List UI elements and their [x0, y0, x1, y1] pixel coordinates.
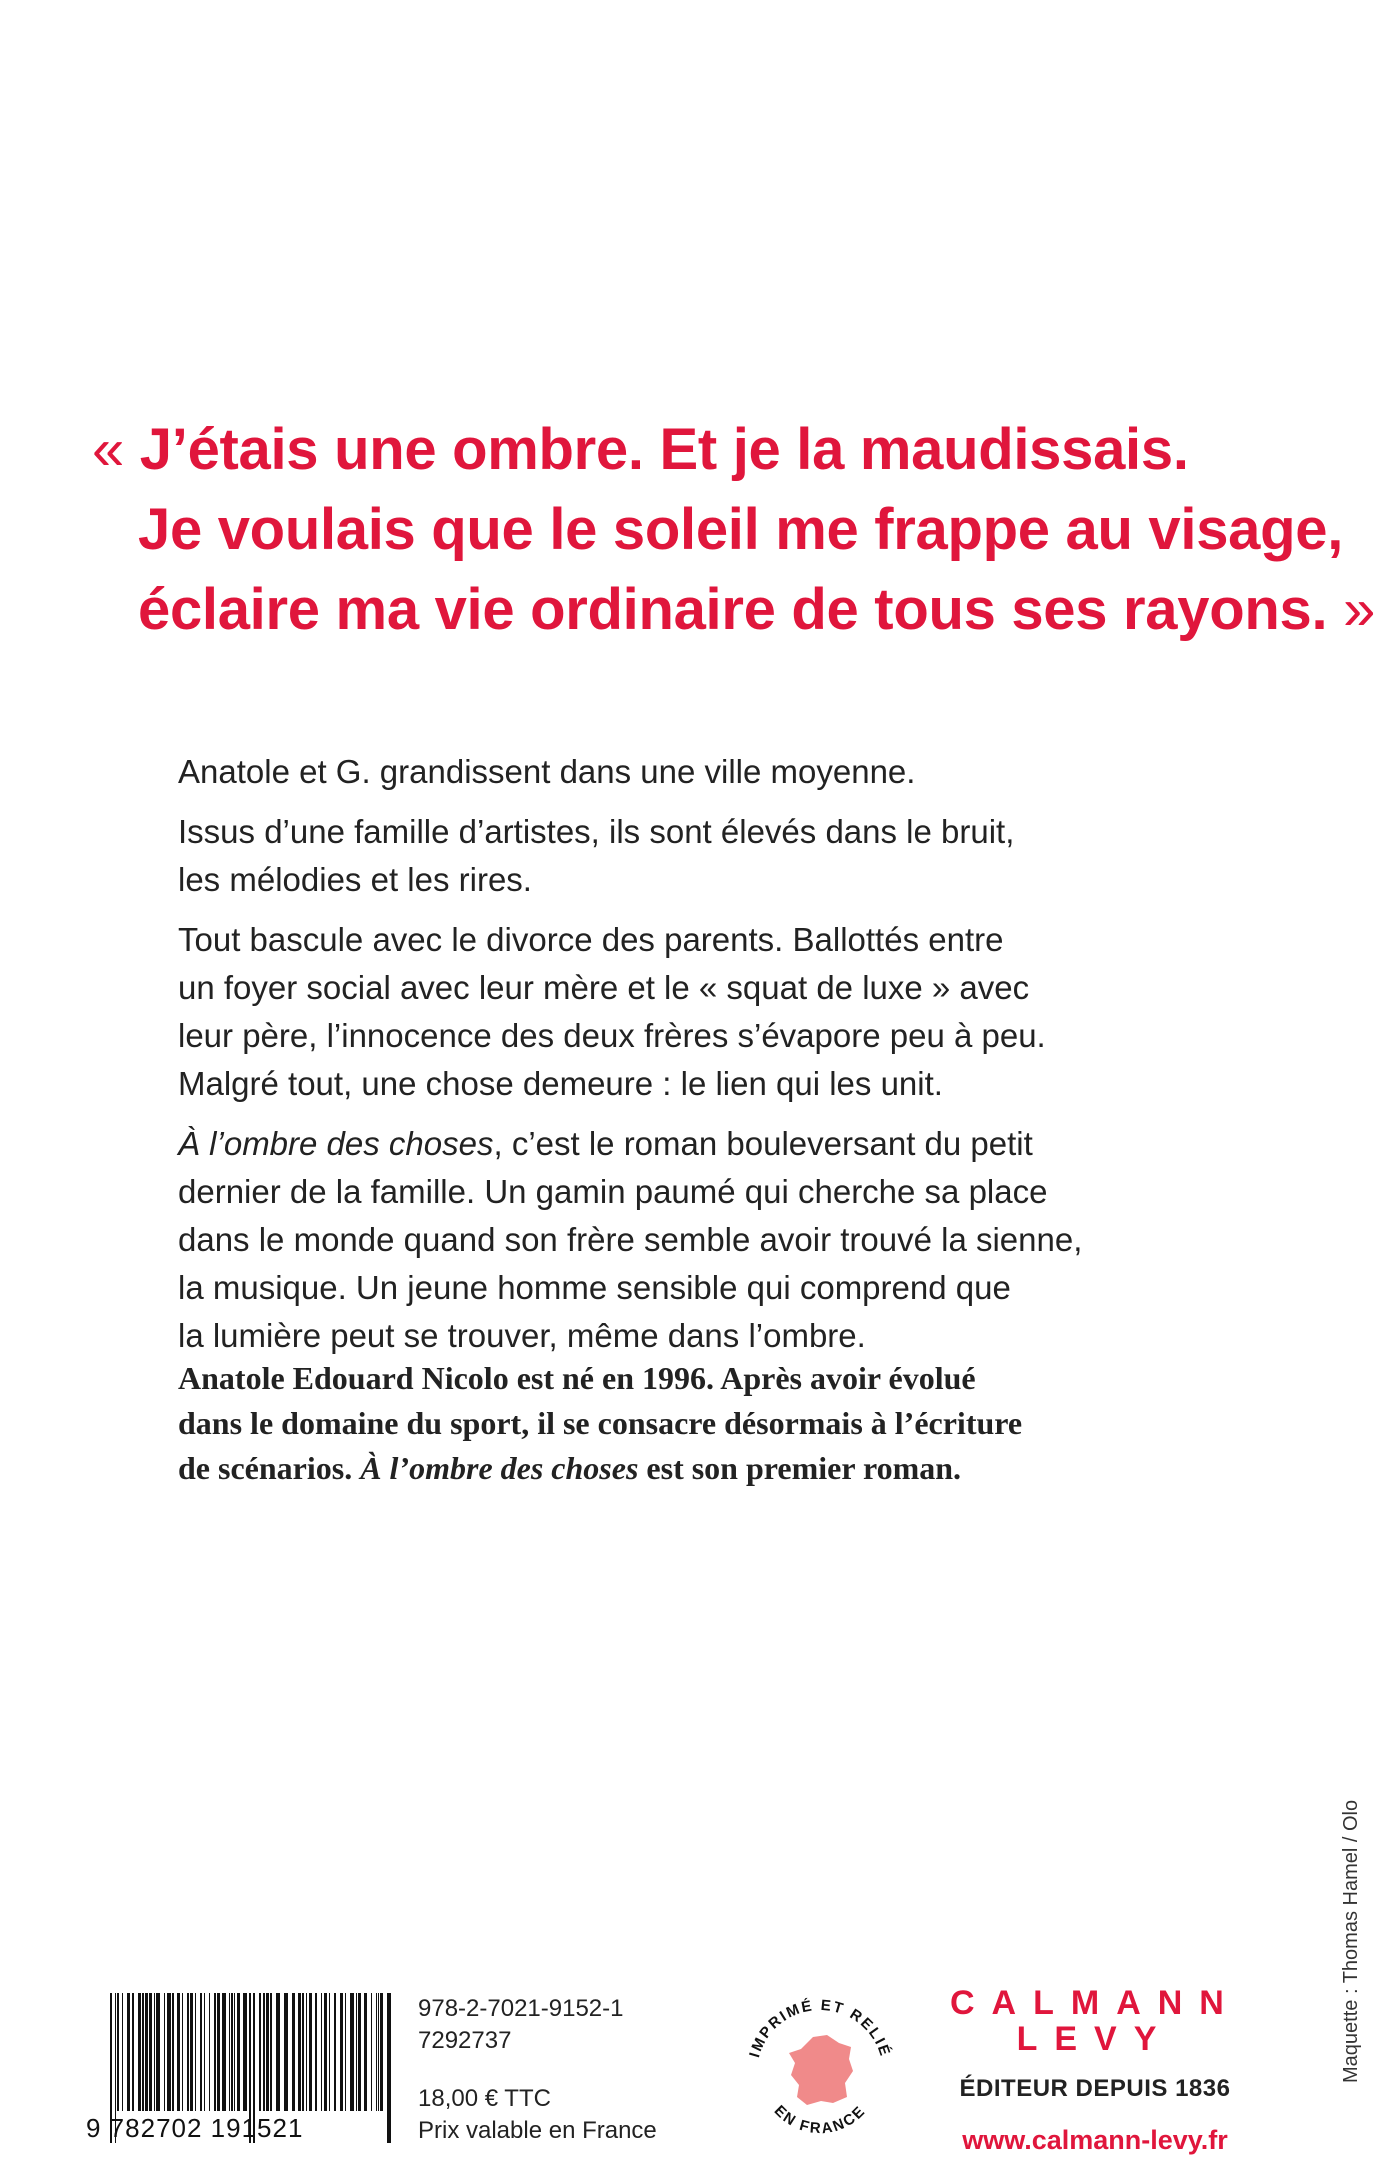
blurb-line: [178, 1120, 1238, 1168]
barcode-bar: [263, 1993, 265, 2111]
publisher-name-line-2: LEVY: [1016, 2020, 1174, 2058]
barcode-bar: [177, 1993, 180, 2111]
barcode-bar: [132, 1993, 134, 2111]
svg-text:EN FRANCE: [771, 2102, 870, 2137]
barcode-bar: [187, 1993, 189, 2111]
barcode-bar: [214, 1993, 216, 2111]
barcode-bar: [270, 1993, 272, 2111]
product-code: 7292737: [418, 2027, 512, 2054]
barcode-bar: [306, 1993, 307, 2111]
quote-line-2: Je voulais que le soleil me frappe au visage,: [138, 497, 1344, 562]
barcode-bar: [222, 1993, 226, 2111]
blurb-line-rest: , c’est le roman bouleversant du petit: [493, 1125, 1033, 1162]
blurb-paragraph-3: [178, 916, 1238, 1108]
blurb-line: dans le monde quand son frère semble avoir trouvé la sienne,: [178, 1221, 1083, 1258]
barcode-bar: [356, 1993, 357, 2111]
quote-line-3-text: éclaire ma vie ordinaire de tous ses rayons.: [138, 577, 1328, 642]
bio-line-3-start: de scénarios.: [178, 1450, 361, 1486]
blurb-line: leur père, l’innocence des deux frères s’évapore peu à peu.: [178, 1017, 1046, 1054]
price-note: Prix valable en France: [418, 2117, 657, 2144]
barcode-bar: [122, 1993, 123, 2111]
blurb-line: les mélodies et les rires.: [178, 861, 532, 898]
barcode-bar: [117, 1993, 119, 2111]
blurb-line: Issus d’une famille d’artistes, ils sont élevés dans le bruit,: [178, 813, 1015, 850]
publisher-logo: [950, 1985, 1240, 2057]
barcode-bar: [237, 1993, 240, 2111]
barcode-bar: [380, 1993, 383, 2111]
barcode-bar: [387, 1993, 391, 2143]
barcode-bar: [378, 1993, 379, 2111]
imprime-en-france-seal: [735, 1985, 905, 2155]
blurb-line: Anatole et G. grandissent dans une ville moyenne.: [178, 753, 916, 790]
barcode-bar: [350, 1993, 354, 2111]
barcode-digits: 9 782702 191521: [86, 2113, 304, 2143]
blurb-line: la musique. Un jeune homme sensible qui comprend que: [178, 1269, 1011, 1306]
seal-bottom-text: EN FRANCE: [770, 2102, 870, 2138]
design-credit: Maquette : Thomas Hamel / Olo: [1340, 1799, 1362, 2083]
barcode-bar: [200, 1993, 202, 2111]
isbn-info: [418, 1993, 624, 2057]
book-title: À l’ombre des choses: [360, 1450, 639, 1486]
barcode-bar: [329, 1993, 330, 2111]
barcode-bar: [182, 1993, 183, 2111]
barcode-bar: [292, 1993, 295, 2111]
barcode-bar: [154, 1993, 155, 2111]
barcode-bar: [266, 1993, 269, 2111]
price: 18,00 € TTC: [418, 2085, 551, 2112]
barcode-bar: [234, 1993, 235, 2111]
bio-line-1: Anatole Edouard Nicolo est né en 1996. Après avoir évolué: [178, 1360, 976, 1396]
barcode-bar: [324, 1993, 327, 2111]
barcode-bar: [142, 1993, 144, 2111]
back-cover-quote: [92, 410, 1376, 650]
barcode-bar: [364, 1993, 367, 2111]
barcode-bar: [321, 1993, 322, 2111]
publisher-tagline: ÉDITEUR DEPUIS 1836: [959, 2075, 1231, 2102]
isbn-number: 978-2-7021-9152-1: [418, 1995, 624, 2022]
publisher-website-link[interactable]: www.calmann-levy.fr: [962, 2125, 1228, 2155]
barcode-bar: [358, 1993, 361, 2111]
barcode-bar: [376, 1993, 377, 2111]
quote-open-mark: «: [92, 417, 124, 482]
bio-line-2: dans le domaine du sport, il se consacre désormais à l’écriture: [178, 1405, 1023, 1441]
blurb-paragraph-4: [178, 1120, 1238, 1360]
publisher-name-line-1: CALMANN: [950, 1984, 1241, 2022]
barcode-bar: [345, 1993, 346, 2111]
blurb-paragraph-1: [178, 748, 1238, 796]
barcode-bar: [298, 1993, 301, 2111]
blurb-line: Tout bascule avec le divorce des parents. Ballottés entre: [178, 921, 1004, 958]
quote-line-1-text: J’étais une ombre. Et je la maudissais.: [139, 417, 1189, 482]
price-info: [418, 2083, 657, 2147]
barcode-bar: [309, 1993, 312, 2111]
barcode-bar: [204, 1993, 205, 2111]
barcode-bar: [315, 1993, 317, 2111]
quote-line-1: [92, 410, 1292, 490]
blurb-line: un foyer social avec leur mère et le « squat de luxe » avec: [178, 969, 1030, 1006]
barcode-bar: [167, 1993, 171, 2111]
barcode-bar: [340, 1993, 343, 2111]
seal-top-text: IMPRIMÉ ET RELIÉ: [746, 1996, 894, 2060]
barcode-bar: [145, 1993, 148, 2111]
barcode-bar: [195, 1993, 196, 2111]
author-bio: [178, 1356, 1238, 1491]
barcode-bar: [229, 1993, 230, 2111]
barcode-bar: [302, 1993, 304, 2111]
barcode-bar: [209, 1993, 210, 2111]
blurb-line: la lumière peut se trouver, même dans l’ombre.: [178, 1317, 866, 1354]
barcode-bar: [259, 1993, 261, 2111]
barcode-bar: [149, 1993, 152, 2111]
barcode-bar: [190, 1993, 193, 2111]
barcode-bar: [334, 1993, 336, 2111]
blurb-line: dernier de la famille. Un gamin paumé qui cherche sa place: [178, 1173, 1048, 1210]
quote-close-mark: »: [1343, 577, 1376, 642]
quote-line-3: [92, 570, 1376, 650]
barcode-bar: [276, 1993, 280, 2111]
barcode-bar: [164, 1993, 165, 2111]
blurb-paragraph-2: [178, 808, 1238, 904]
book-title: À l’ombre des choses: [178, 1125, 494, 1162]
barcode-bar: [156, 1993, 160, 2111]
barcode-bar: [172, 1993, 174, 2111]
bio-line-3-end: est son premier roman.: [638, 1450, 962, 1486]
barcode-bar: [217, 1993, 220, 2111]
barcode-bar: [371, 1993, 372, 2111]
france-map-icon: [789, 2035, 853, 2105]
barcode-bar: [243, 1993, 247, 2111]
blurb-line: Malgré tout, une chose demeure : le lien qui les unit.: [178, 1065, 943, 1102]
blurb: [178, 748, 1238, 1372]
publisher-block: [950, 1985, 1240, 2156]
barcode-bar: [284, 1993, 288, 2111]
barcode-bar: [231, 1993, 233, 2111]
bio-line-3: [178, 1446, 1238, 1491]
barcode-bar: [138, 1993, 141, 2111]
barcode-bar: [127, 1993, 130, 2111]
